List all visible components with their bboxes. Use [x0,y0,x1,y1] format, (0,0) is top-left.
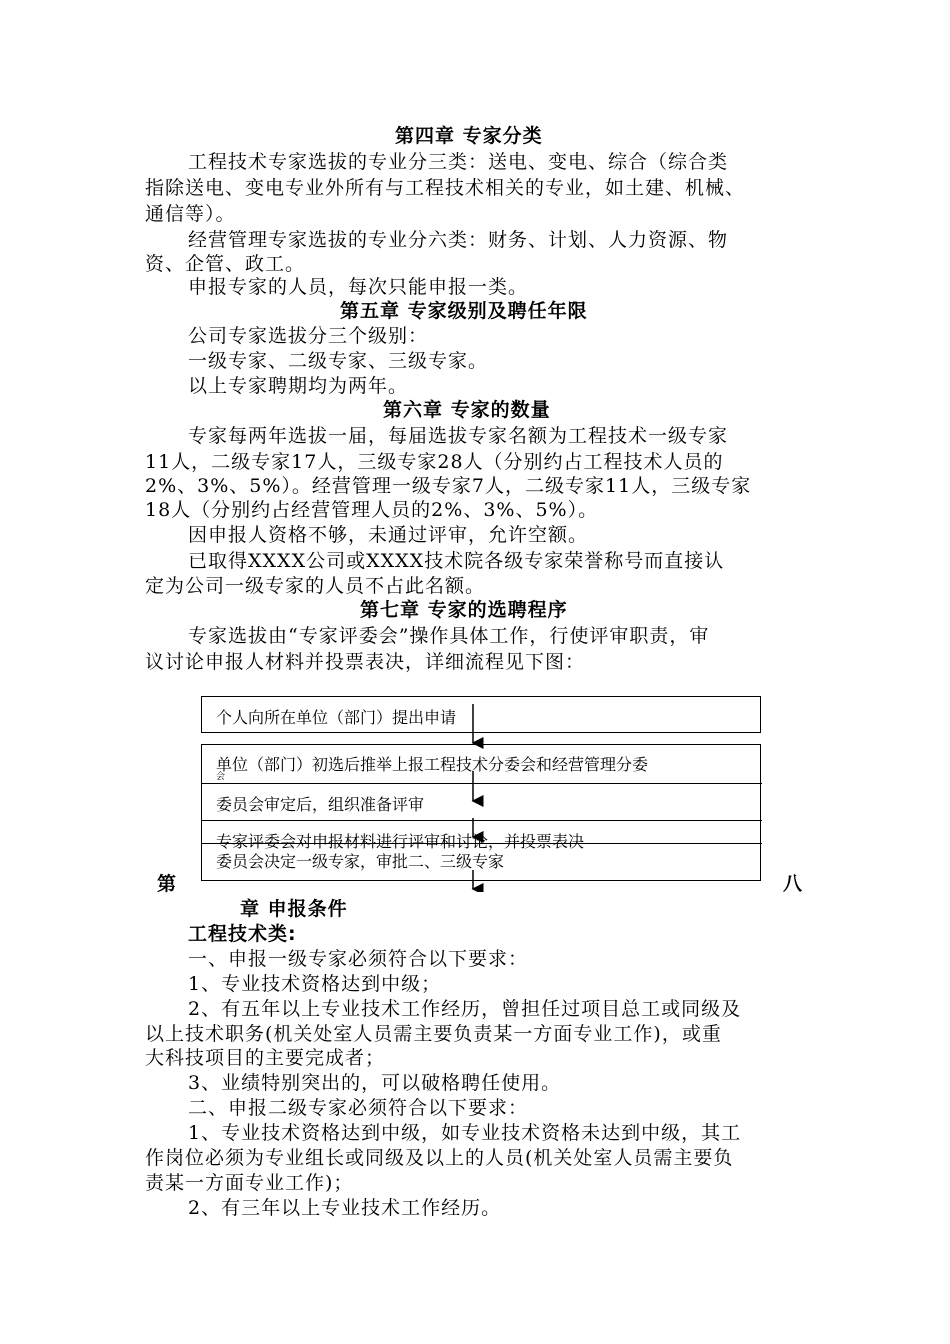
paragraph-line: 一级专家、二级专家、三级专家。 [188,350,489,372]
paragraph-line: 1、专业技术资格达到中级； [188,973,442,995]
paragraph-line: 2、有五年以上专业技术工作经历，曾担任过项目总工或同级及 [188,998,742,1020]
paragraph-line: 通信等）。 [145,203,236,225]
paragraph-line: 责某一方面专业工作)； [145,1172,354,1194]
paragraph-line: 专家选拔由“专家评委会”操作具体工作，行使评审职责，审 [188,625,710,647]
paragraph-line: 18人（分别约占经营管理人员的2%、3%、5%）。 [145,499,599,521]
flow-step-5: 委员会决定一级专家，审批二、三级专家 [216,852,505,871]
paragraph-line: 工程技术专家选拔的专业分三类：送电、变电、综合（综合类 [188,151,729,173]
paragraph-line: 2、有三年以上专业技术工作经历。 [188,1197,502,1219]
chapter-4-heading: 第四章 专家分类 [395,125,543,147]
paragraph-line: 定为公司一级专家的人员不占此名额。 [145,575,486,597]
paragraph-line: 申报专家的人员，每次只能申报一类。 [188,276,529,298]
flow-step-2: 单位（部门）初选后推举上报工程技术分委会和经营管理分委 [216,755,649,774]
paragraph-line: 一、申报一级专家必须符合以下要求： [188,948,529,970]
paragraph-line: 1、专业技术资格达到中级，如专业技术资格未达到中级，其工 [188,1122,742,1144]
paragraph-line: 3、业绩特别突出的，可以破格聘任使用。 [188,1072,562,1094]
paragraph-line: 二、申报二级专家必须符合以下要求： [188,1097,529,1119]
subsection-heading: 工程技术类: [188,923,297,945]
paragraph-line: 以上专家聘期均为两年。 [188,375,409,397]
paragraph-line: 已取得XXXX公司或XXXX技术院各级专家荣誉称号而直接认 [188,550,725,572]
paragraph-line: 公司专家选拔分三个级别： [188,325,429,347]
paragraph-line: 经营管理专家选拔的专业分六类：财务、计划、人力资源、物 [188,229,729,251]
flow-step-4: 专家评委会对申报材料进行评审和讨论，并投票表决 [216,832,585,851]
chapter-8-heading-left: 第 [157,873,178,895]
paragraph-line: 指除送电、变电专业外所有与工程技术相关的专业，如土建、机械、 [145,177,746,199]
chapter-8-heading-right: 八 [783,873,804,895]
chapter-5-heading: 第五章 专家级别及聘任年限 [340,300,588,322]
paragraph-line: 因申报人资格不够，未通过评审，允许空额。 [188,524,589,546]
paragraph-line: 2%、3%、5%）。经营管理一级专家7人，二级专家11人，三级专家 [145,475,752,497]
paragraph-line: 作岗位必须为专业组长或同级及以上的人员(机关处室人员需主要负 [145,1147,734,1169]
selection-flowchart [201,696,761,882]
paragraph-line: 11人，二级专家17人，三级专家28人（分别约占工程技术人员的 [145,451,724,473]
chapter-7-heading: 第七章 专家的选聘程序 [360,599,568,621]
paragraph-line: 专家每两年选拔一届，每届选拔专家名额为工程技术一级专家 [188,425,729,447]
chapter-6-heading: 第六章 专家的数量 [383,399,551,421]
flow-step-2-tail: 会 [216,772,226,782]
paragraph-line: 资、企管、政工。 [145,253,306,275]
flow-step-1: 个人向所在单位（部门）提出申请 [216,708,457,727]
flow-step-3: 委员会审定后，组织准备评审 [216,795,425,814]
chapter-8-heading-rest: 章 申报条件 [240,898,348,920]
paragraph-line: 以上技术职务(机关处室人员需主要负责某一方面专业工作)，或重 [145,1023,722,1045]
paragraph-line: 议讨论申报人材料并投票表决，详细流程见下图： [145,651,586,673]
flow-arrows [201,696,761,892]
paragraph-line: 大科技项目的主要完成者； [145,1047,386,1069]
